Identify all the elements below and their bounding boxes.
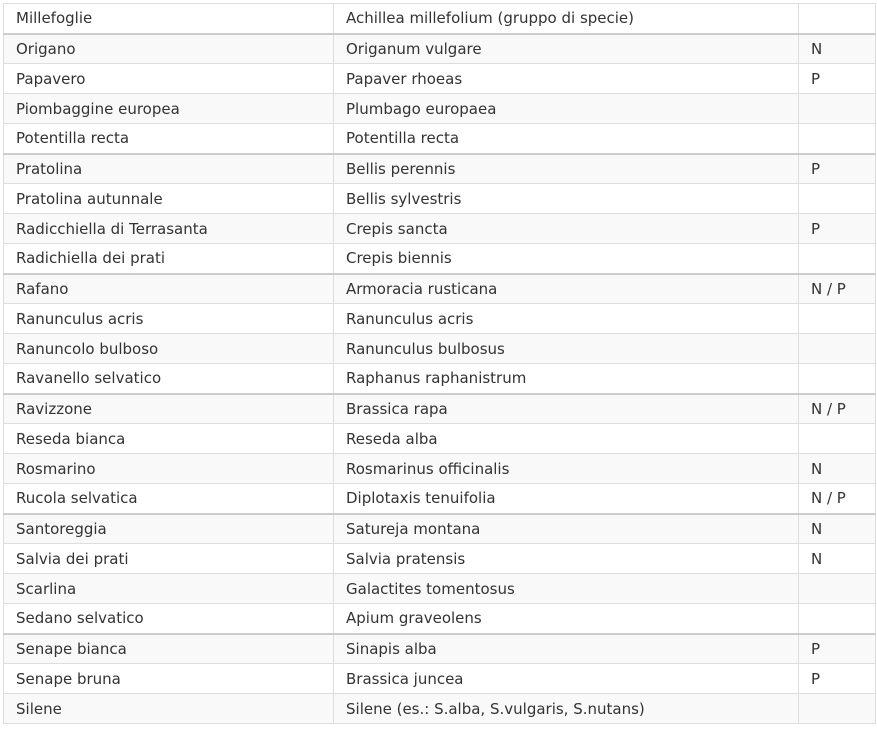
plant-table-body xyxy=(4,4,876,724)
code-cell: P xyxy=(799,664,876,694)
table-row xyxy=(4,124,876,154)
code-cell xyxy=(799,364,876,394)
code-cell xyxy=(799,424,876,454)
common-name-cell: Pratolina autunnale xyxy=(4,184,334,214)
common-name-cell: Reseda bianca xyxy=(4,424,334,454)
scientific-name-cell: Reseda alba xyxy=(334,424,799,454)
common-name-cell: Piombaggine europea xyxy=(4,94,334,124)
table-row xyxy=(4,574,876,604)
scientific-name-cell: Origanum vulgare xyxy=(334,34,799,64)
common-name-cell: Pratolina xyxy=(4,154,334,184)
common-name-cell: Millefoglie xyxy=(4,4,334,34)
table-row xyxy=(4,544,876,574)
common-name-cell: Rafano xyxy=(4,274,334,304)
scientific-name-cell: Diplotaxis tenuifolia xyxy=(334,484,799,514)
scientific-name-cell: Ranunculus acris xyxy=(334,304,799,334)
scientific-name-cell: Bellis sylvestris xyxy=(334,184,799,214)
code-cell xyxy=(799,184,876,214)
table-row xyxy=(4,304,876,334)
code-cell xyxy=(799,4,876,34)
table-row xyxy=(4,4,876,34)
table-row xyxy=(4,634,876,664)
code-cell xyxy=(799,574,876,604)
code-cell: P xyxy=(799,154,876,184)
scientific-name-cell: Brassica juncea xyxy=(334,664,799,694)
table-row xyxy=(4,664,876,694)
common-name-cell: Ranunculus acris xyxy=(4,304,334,334)
code-cell: N xyxy=(799,34,876,64)
common-name-cell: Radichiella dei prati xyxy=(4,244,334,274)
code-cell: N / P xyxy=(799,274,876,304)
table-row xyxy=(4,604,876,634)
common-name-cell: Senape bruna xyxy=(4,664,334,694)
common-name-cell: Potentilla recta xyxy=(4,124,334,154)
table-row xyxy=(4,394,876,424)
scientific-name-cell: Ranunculus bulbosus xyxy=(334,334,799,364)
table-row xyxy=(4,274,876,304)
table-row xyxy=(4,484,876,514)
code-cell xyxy=(799,694,876,724)
scientific-name-cell: Crepis biennis xyxy=(334,244,799,274)
common-name-cell: Ranuncolo bulboso xyxy=(4,334,334,364)
scientific-name-cell: Satureja montana xyxy=(334,514,799,544)
code-cell: N xyxy=(799,514,876,544)
scientific-name-cell: Potentilla recta xyxy=(334,124,799,154)
code-cell xyxy=(799,304,876,334)
scientific-name-cell: Raphanus raphanistrum xyxy=(334,364,799,394)
code-cell: P xyxy=(799,64,876,94)
code-cell: P xyxy=(799,214,876,244)
common-name-cell: Santoreggia xyxy=(4,514,334,544)
common-name-cell: Ravanello selvatico xyxy=(4,364,334,394)
code-cell xyxy=(799,604,876,634)
scientific-name-cell: Sinapis alba xyxy=(334,634,799,664)
scientific-name-cell: Crepis sancta xyxy=(334,214,799,244)
common-name-cell: Radicchiella di Terrasanta xyxy=(4,214,334,244)
table-row xyxy=(4,424,876,454)
common-name-cell: Senape bianca xyxy=(4,634,334,664)
code-cell xyxy=(799,124,876,154)
code-cell: N xyxy=(799,454,876,484)
code-cell xyxy=(799,244,876,274)
table-row xyxy=(4,454,876,484)
common-name-cell: Sedano selvatico xyxy=(4,604,334,634)
code-cell: P xyxy=(799,634,876,664)
code-cell: N xyxy=(799,544,876,574)
scientific-name-cell: Armoracia rusticana xyxy=(334,274,799,304)
code-cell xyxy=(799,334,876,364)
table-row xyxy=(4,514,876,544)
table-row xyxy=(4,244,876,274)
common-name-cell: Silene xyxy=(4,694,334,724)
common-name-cell: Rucola selvatica xyxy=(4,484,334,514)
scientific-name-cell: Plumbago europaea xyxy=(334,94,799,124)
table-row xyxy=(4,364,876,394)
common-name-cell: Origano xyxy=(4,34,334,64)
code-cell: N / P xyxy=(799,484,876,514)
code-cell: N / P xyxy=(799,394,876,424)
common-name-cell: Ravizzone xyxy=(4,394,334,424)
scientific-name-cell: Achillea millefolium (gruppo di specie) xyxy=(334,4,799,34)
table-row xyxy=(4,94,876,124)
scientific-name-cell: Apium graveolens xyxy=(334,604,799,634)
code-cell xyxy=(799,94,876,124)
scientific-name-cell: Papaver rhoeas xyxy=(334,64,799,94)
scientific-name-cell: Rosmarinus officinalis xyxy=(334,454,799,484)
scientific-name-cell: Salvia pratensis xyxy=(334,544,799,574)
common-name-cell: Papavero xyxy=(4,64,334,94)
scientific-name-cell: Galactites tomentosus xyxy=(334,574,799,604)
scientific-name-cell: Brassica rapa xyxy=(334,394,799,424)
plant-table xyxy=(3,3,876,724)
table-row xyxy=(4,184,876,214)
table-row xyxy=(4,214,876,244)
table-row xyxy=(4,694,876,724)
table-row xyxy=(4,34,876,64)
scientific-name-cell: Bellis perennis xyxy=(334,154,799,184)
common-name-cell: Salvia dei prati xyxy=(4,544,334,574)
table-row xyxy=(4,154,876,184)
table-row xyxy=(4,334,876,364)
common-name-cell: Scarlina xyxy=(4,574,334,604)
table-row xyxy=(4,64,876,94)
scientific-name-cell: Silene (es.: S.alba, S.vulgaris, S.nutans) xyxy=(334,694,799,724)
common-name-cell: Rosmarino xyxy=(4,454,334,484)
